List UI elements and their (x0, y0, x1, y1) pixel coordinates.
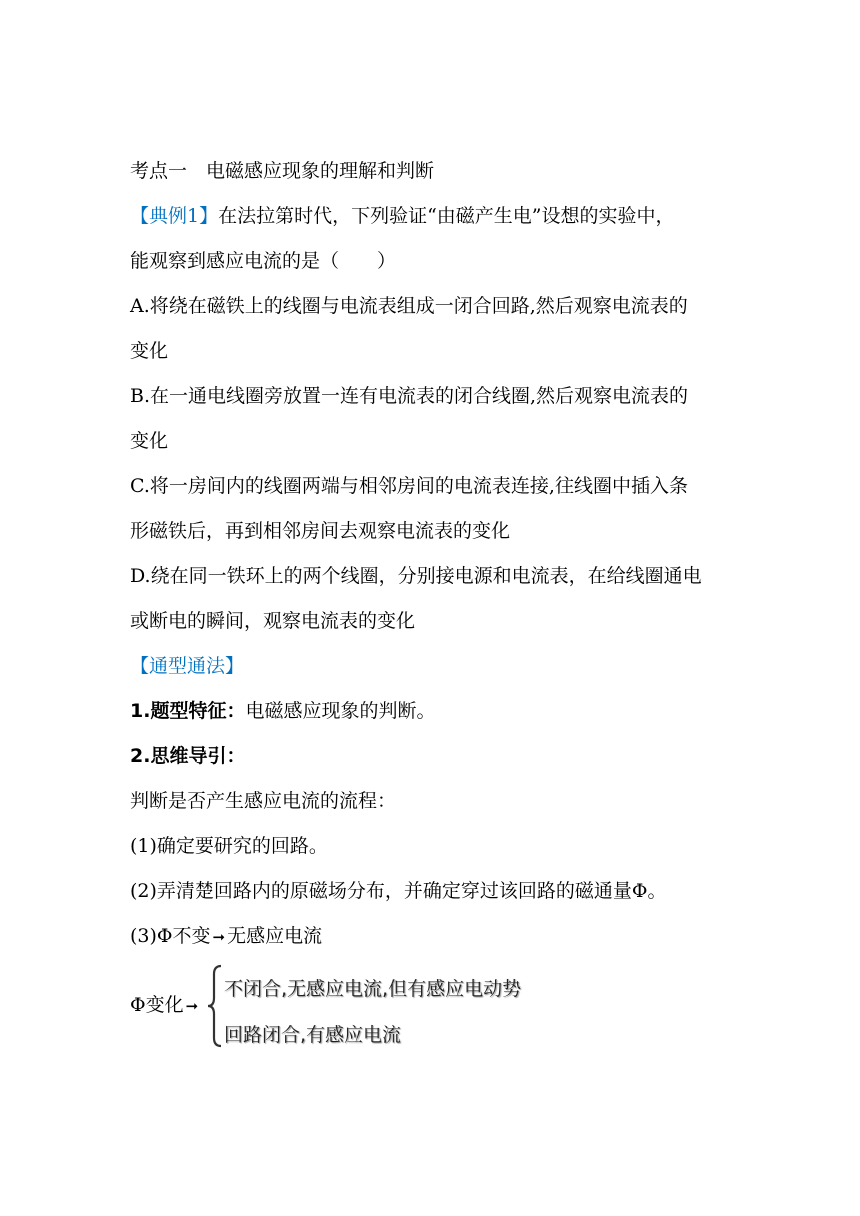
item1-label: 1.题型特征： (130, 700, 246, 722)
flow-step3 (130, 927, 322, 946)
option-d-line1: D.绕在同一铁环上的两个线圈，分别接电源和电流表，在给线圈通电 (130, 565, 702, 587)
item1-text: 电磁感应现象的判断。 (245, 700, 436, 722)
step3-condition: (3)Φ不变 (130, 925, 211, 947)
flow-step2: (2)弄清楚回路内的原磁场分布，并确定穿过该回路的磁通量Φ。 (130, 880, 667, 902)
flux-change-row (130, 996, 200, 1015)
example-stem-line1 (130, 207, 675, 226)
option-b-line2: 变化 (130, 430, 169, 452)
branch-closed-circuit: 回路闭合,有感应电流 (224, 1024, 402, 1046)
option-a-line2: 变化 (130, 340, 169, 362)
method-tag: 【通型通法】 (130, 655, 245, 677)
option-c-line1: C.将一房间内的线圈两端与相邻房间的电流表连接,往线圈中插入条 (130, 475, 688, 497)
section-title: 考点一 电磁感应现象的理解和判断 (130, 160, 435, 182)
option-c-line2: 形磁铁后，再到相邻房间去观察电流表的变化 (130, 520, 511, 542)
example-stem-line2: 能观察到感应电流的是（ ） (130, 250, 397, 272)
flow-step1: (1)确定要研究的回路。 (130, 835, 328, 857)
left-brace-icon (207, 964, 223, 1048)
step3-result: 无感应电流 (227, 925, 323, 947)
example-tag: 【典例1】 (130, 205, 219, 227)
right-arrow-icon: ➞ (212, 928, 226, 946)
option-d-line2: 或断电的瞬间，观察电流表的变化 (130, 610, 416, 632)
right-arrow-icon: ➞ (185, 997, 199, 1015)
flow-intro: 判断是否产生感应电流的流程： (130, 790, 397, 812)
branch-open-circuit: 不闭合,无感应电流,但有感应电动势 (224, 978, 522, 1000)
option-a-line1: A.将绕在磁铁上的线圈与电流表组成一闭合回路,然后观察电流表的 (130, 295, 688, 317)
option-b-line1: B.在一通电线圈旁放置一连有电流表的闭合线圈,然后观察电流表的 (130, 385, 689, 407)
example-stem-text: 在法拉第时代，下列验证“由磁产生电”设想的实验中， (218, 205, 675, 227)
change-label: Φ变化 (130, 994, 184, 1016)
method-item2-label: 2.思维导引： (130, 745, 246, 767)
method-item1 (130, 702, 435, 721)
